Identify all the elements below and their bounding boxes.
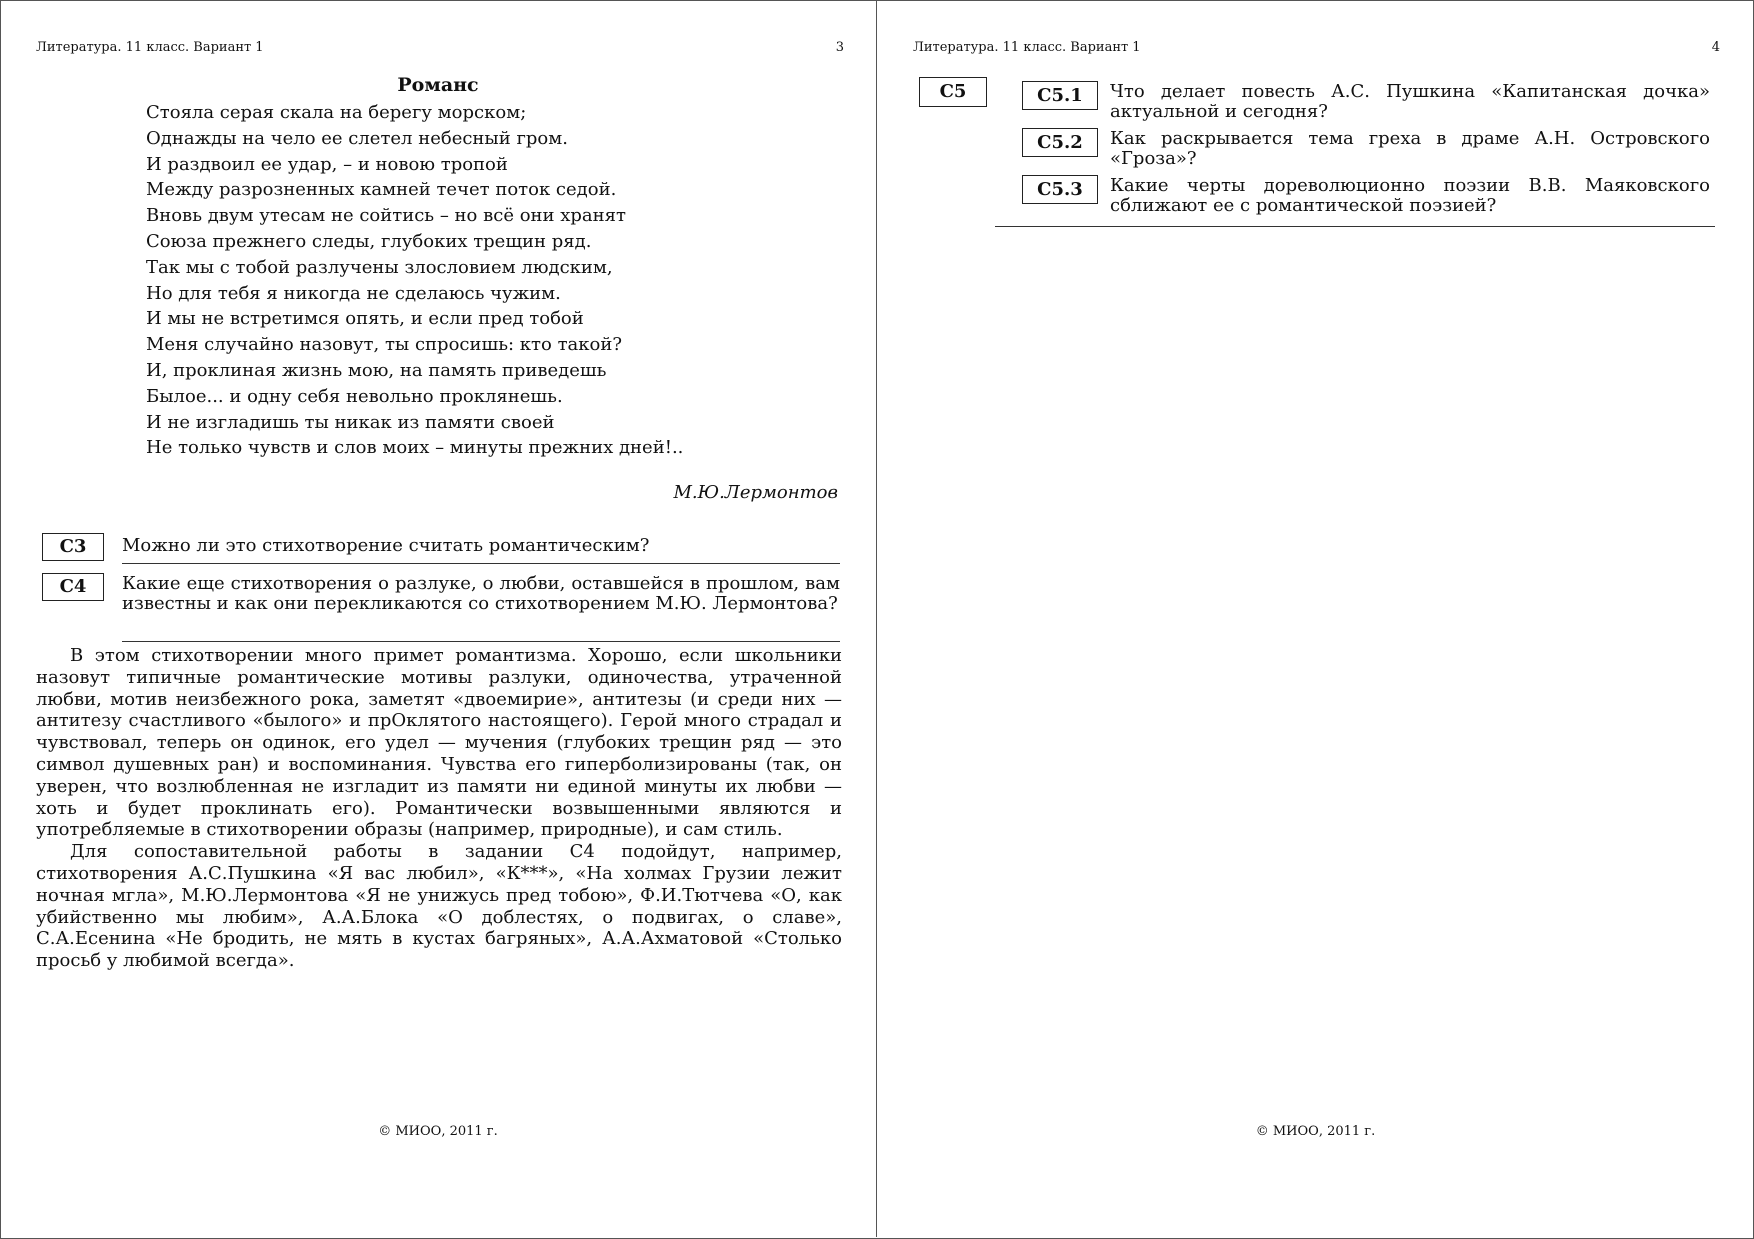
task-code-badge: С4 — [42, 573, 104, 601]
poem-line: Между разрозненных камней течет поток седой. — [146, 179, 617, 201]
answer-paragraph: Для сопоставительной работы в задании С4 подойдут, например, стихотворения А.С.Пушкина «Я вас любил», «К***», «На холмах Грузии лежит ночная мгла», М.Ю.Лермонтова «Я не унижусь пред тобою», Ф.И.Тютчева «О, как убийственно мы любим», А.А.Блока «О доблестях, о подвигах, о славе», С.А.Есенина «Не бродить, не мять в кустах багряных», А.А.Ахматовой «Столько просьб у любимой всегда». — [36, 841, 842, 972]
poem-line: Стояла серая скала на берегу морском; — [146, 102, 527, 123]
subtask-code-badge: С5.3 — [1022, 175, 1098, 204]
answer-commentary — [36, 645, 842, 972]
poem-line: Так мы с тобой разлучены злословием людским, — [146, 256, 613, 278]
poem-line: Вновь двум утесам не сойтись – но всё они хранят — [146, 205, 626, 227]
poem-line: И раздвоил ее удар, – и новою тропой — [146, 153, 508, 175]
poem-author: М.Ю.Лермонтов — [673, 482, 838, 503]
poem-line: И мы не встретимся опять, и если пред тобой — [146, 308, 584, 330]
poem-line: Однажды на чело ее слетел небесный гром. — [146, 127, 568, 149]
task-rule — [122, 641, 840, 642]
footer-copyright: © МИОО, 2011 г. — [378, 1124, 498, 1139]
footer-copyright: © МИОО, 2011 г. — [1255, 1124, 1376, 1139]
running-header — [36, 40, 844, 55]
subtask-code-badge: С5.2 — [1022, 128, 1098, 157]
task-code-badge-c5: С5 — [919, 77, 987, 107]
section-rule — [995, 226, 1715, 227]
subtask-text: Как раскрывается тема греха в драме А.Н. Островского «Гроза»? — [1110, 128, 1710, 169]
subtask-code-badge: С5.1 — [1022, 81, 1098, 110]
task-text: Какие еще стихотворения о разлуке, о любви, оставшейся в прошлом, вам известны и как они перекликаются со стихотворением М.Ю. Лермонтова? — [122, 573, 840, 614]
running-header — [913, 40, 1720, 55]
poem-line: И, проклиная жизнь мою, на память приведешь — [146, 359, 607, 381]
task-code-badge: С3 — [42, 533, 104, 561]
answer-paragraph: В этом стихотворении много примет романтизма. Хорошо, если школьники назовут типичные романтические мотивы разлуки, одиночества, утраченной любви, мотив неизбежного рока, заметят «двоемирие», антитезы (и среди них — антитезу счастливого «былого» и прОклятого настоящего). Герой много страдал и чувствовал, теперь он одинок, его удел — мучения (глубоких трещин ряд — это символ душевных ран) и воспоминания. Чувства его гиперболизированы (так, он уверен, что возлюбленная не изгладит из памяти ни единой минуты их любви — хоть и будет проклинать его). Романтически возвышенными являются и употребляемые в стихотворении образы (например, природные), и сам стиль. — [36, 645, 842, 841]
header-title: Литература. 11 класс. Вариант 1 — [36, 40, 264, 55]
poem — [146, 100, 683, 461]
poem-line: Меня случайно назовут, ты спросишь: кто такой? — [146, 334, 622, 356]
page-3 — [0, 0, 876, 1239]
task-text: Можно ли это стихотворение считать романтическим? — [122, 535, 650, 556]
page-4 — [877, 0, 1754, 1239]
poem-title: Романс — [397, 74, 479, 96]
header-title: Литература. 11 класс. Вариант 1 — [913, 40, 1141, 55]
poem-line: Но для тебя я никогда не сделаюсь чужим. — [146, 282, 561, 304]
poem-line: Былое... и одну себя невольно проклянешь. — [146, 385, 563, 407]
poem-line: Не только чувств и слов моих – минуты прежних дней!.. — [146, 437, 684, 459]
subtask-text: Что делает повесть А.С. Пушкина «Капитанская дочка» актуальной и сегодня? — [1110, 81, 1710, 122]
task-rule — [122, 563, 840, 564]
poem-line: Союза прежнего следы, глубоких трещин ряд. — [146, 230, 592, 252]
subtask-text: Какие черты дореволюционно поэзии В.В. Маяковского сближают ее с романтической поэзией? — [1110, 175, 1710, 216]
page-number: 4 — [1711, 40, 1720, 55]
poem-line: И не изгладишь ты никак из памяти своей — [146, 411, 555, 433]
page-number: 3 — [835, 40, 844, 55]
